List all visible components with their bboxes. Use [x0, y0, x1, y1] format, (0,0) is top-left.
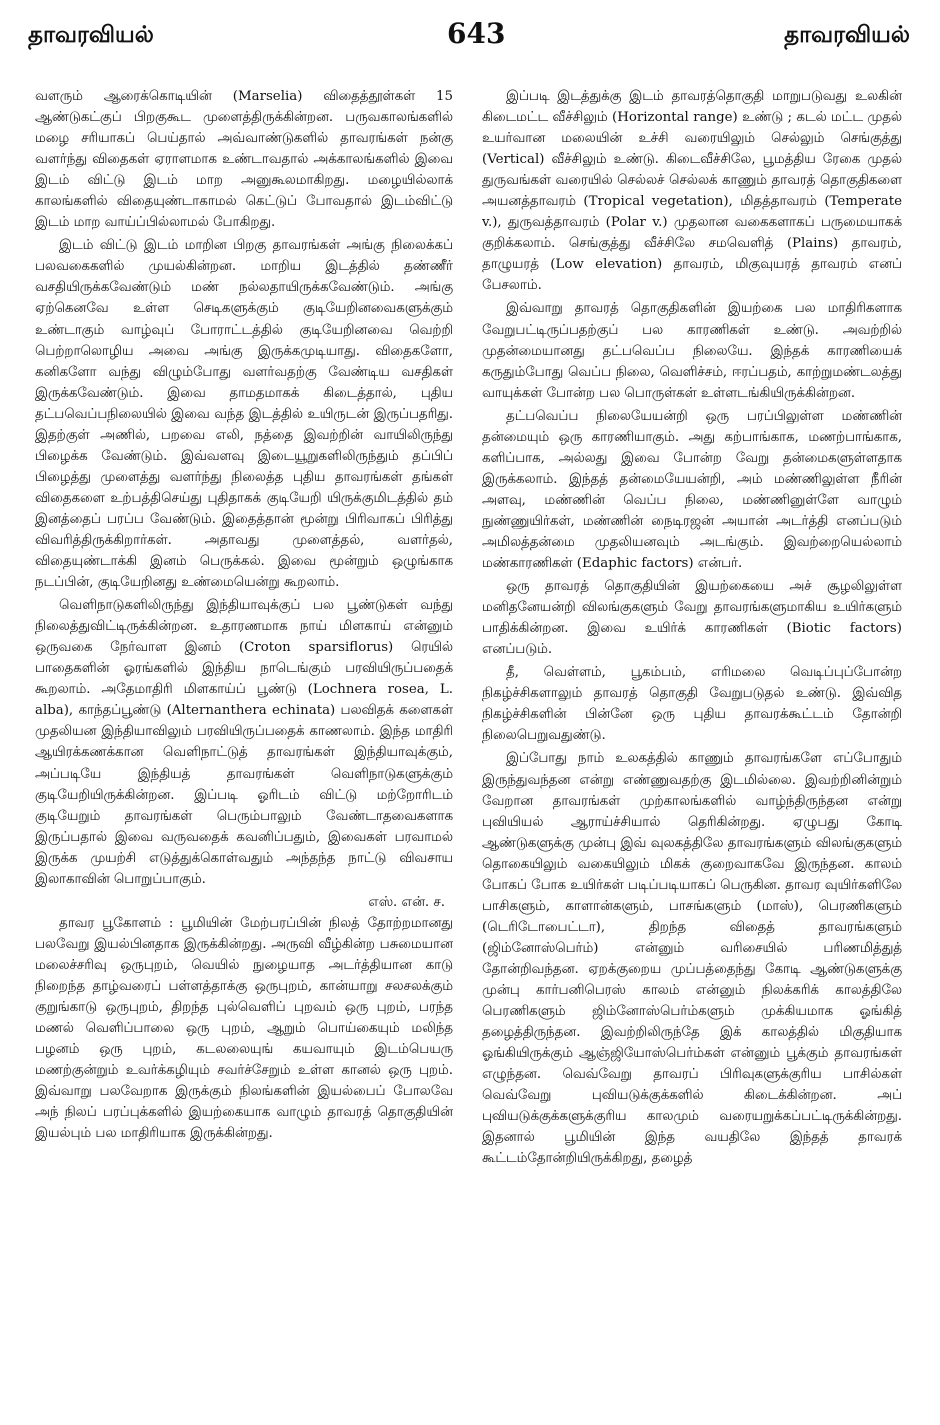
paragraph: இடம் விட்டு இடம் மாறின பிறகு தாவரங்கள் அங்கு நிலைக்கப் பலவகைகளில் முயல்கின்றன. மாறிய இடத்தில் தண்ணீர் வசதியிருக்கவேண்டும் மண் நல்லதாயிருக்கவேண்டும். அங்கு ஏற்கெனவே உள்ள செடிகளுக்கும் குடியேறினவைகளுக்கும் உண்டாகும் வாழ்வுப் போராட்டத்தில் குடியேறினவை வெற்றி பெற்றாலொழிய அவை அங்கு இருக்கமுடியாது. விதைகளோ, கனிகளோ வந்து விழும்போது வளர்வதற்கு வேண்டிய வசதிகள் இருக்கவேண்டும். இவை தாமதமாகக் கிடைத்தால், புதிய தட்பவெப்பநிலையில் இவை வந்த இடத்தில் உயிருடன் இருப்பதரிது. இதற்குள் அணில், பறவை எலி, நத்தை இவற்றின் வாயிலிருந்து பிழைக்க வேண்டும். இவ்வளவு இடையூறுகளிலிருந்தும் தப்பிப் பிழைத்து முளைத்து வளர்ந்து நிலைத்த புதிய தாவரங்கள் தங்கள் விதைகளை உற்பத்திசெய்து புதிதாகக் குடியேறி யிருக்குமிடத்தில் தம் இனத்தைப் பரப்ப வேண்டும். இதைத்தான் மூன்று பிரிவாகப் பிரித்து விவரித்திருக்கிறார்கள். அதாவது முளைத்தல், வளர்தல், விதையுண்டாக்கி இனம் பெருக்கல். இவை மூன்றும் ஒழுங்காக நடப்பின், குடியேறினது உண்மையென்று கூறலாம்.	[35, 238, 453, 591]
paragraph: தட்பவெப்ப நிலையேயன்றி ஒரு பரப்பிலுள்ள மண்ணின் தன்மையும் ஒரு காரணியாகும். அது கற்பாங்காக, மணற்பாங்காக, களிப்பாக, அல்லது இவை போன்ற வேறு தன்மைகளுள்ளதாக இருக்கலாம். இந்தத் தன்மையேயன்றி, அம் மண்ணிலுள்ள நீரின் அளவு, மண்ணின் வெப்ப நிலை, மண்ணினுள்ளே வாழும் நுண்ணுயிர்கள், மண்ணின் நைடிரஜன் அயான் அடர்த்தி எனப்படும் அமிலத்தன்மை முதலியனவும் அடங்கும். இவற்றையெல்லாம் மண்காரணிகள் (Edaphic factors) என்பர்.	[482, 408, 902, 572]
page-number: 643	[447, 17, 506, 50]
paragraph: இப்போது நாம் உலகத்தில் காணும் தாவரங்களே எப்போதும் இருந்துவந்தன என்று எண்ணுவதற்கு இடமில்லை. இவற்றினின்றும் வேறான தாவரங்கள் முற்காலங்களில் வாழ்ந்திருந்தன என்று புவியியல் ஆராய்ச்சியால் தெரிகின்றது. ஏழுபது கோடி ஆண்டுகளுக்கு முன்பு இவ் வுலகத்திலே தாவரங்களும் விலங்குகளும் தொகையிலும் வகையிலும் மிகக் குறைவாகவே இருந்தன. காலம் போகப் போக உயிர்கள் படிப்படியாகப் பெருகின. தாவர வுயிர்களிலே பாசிகளும், காளான்களும், பாசங்களும் (மாஸ்), பெரணிகளும் (டெரிடோபைட்டா), திறந்த விதைத் தாவரங்களும் (ஜிம்னோஸ்பெர்ம்) என்னும் வரிசையில் பரிணமித்துத் தோன்றிவந்தன. ஏறக்குறைய முப்பத்தைந்து கோடி ஆண்டுகளுக்கு முன்பு கார்பனிபெரஸ் காலம் என்னும் நிலக்கரிக் காலத்திலே பெரணிகளும் ஜிம்னோஸ்பெர்ம்களும் முக்கியமாக ஓங்கித் தழைத்திருந்தன. இவற்றிலிருந்தே இக் காலத்தில் மிகுதியாக ஓங்கியிருக்கும் ஆஞ்ஜியோஸ்பெர்ம்கள் என்னும் பூக்கும் தாவரங்கள் எழுந்தன. வெவ்வேறு தாவரப் பிரிவுகளுக்குரிய பாசில்கள் வெவ்வேறு புவியடுக்குக்களில் கிடைக்கின்றன. அப் புவியடுக்குக்களுக்குரிய காலமும் வரையறுக்கப்பட்டிருக்கின்றது. இதனால் பூமியின் இந்த வயதிலே இந்தத் தாவரக் கூட்டம்தோன்றியிருக்கிறது, தழைத்	[482, 751, 902, 1167]
paragraph: தாவர பூகோளம் : பூமியின் மேற்பரப்பின் நிலத் தோற்றமானது பலவேறு இயல்பினதாக இருக்கின்றது. அருவி வீழ்கின்ற பசுமையான மலைச்சரிவு ஒருபுறம், வெயில் நுழையாத அடர்த்தியான காடு நிறைந்த தாழ்வரைப் பள்ளத்தாக்கு ஒருபுறம், கான்யாறு சலசலக்கும் குறுங்காடு ஒருபுறம், திறந்த புல்வெளிப் புறவம் ஒரு புறம், பரந்த மணல் வெளிப்பாலை ஒரு புறம், ஆறும் பொய்கையும் மலிந்த பழனம் ஒரு புறம், கடலலையுங் கயவாயும் இடம்பெயரு மணற்குன்றும் உவர்க்கழியும் சவர்ச்சேறும் உள்ள கானல் ஒரு புறம். இவ்வாறு பலவேறாக இருக்கும் நிலங்களின் இயல்பைப் போலவே அந் நிலப் பரப்புக்களில் இயற்கையாக வாழும் தாவரத் தொகுதியின் இயல்பும் பல மாதிரியாக இருக்கின்றது.	[35, 915, 453, 1142]
paragraph: வளரும் ஆரைக்கொடியின் (Marselia) விதைத்தூள்கள் 15 ஆண்டுகட்குப் பிறகுகூட முளைத்திருக்கின்றன. பருவகாலங்களில் மழை சரியாகப் பெய்தால் அவ்வாண்டுகளில் தாவரங்கள் நன்கு வளர்ந்து விதைகள் ஏராளமாக உண்டாவதால் அக்காலங்களில் இவை இடம் விட்டு இடம் மாற அனுகூலமாகிறது. மழையில்லாக் காலங்களில் விதையுண்டாகாமல் கெட்டுப் போவதால் இடம்விட்டு இடம் மாற வாய்ப்பில்லாமல் போகிறது.	[35, 89, 453, 231]
paragraph: ஒரு தாவரத் தொகுதியின் இயற்கையை அச் சூழலிலுள்ள மனிதனேயன்றி விலங்குகளும் வேறு தாவரங்களுமாகிய உயிர்களும் பாதிக்கின்றன. இவை உயிர்க் காரணிகள் (Biotic factors) எனப்படும்.	[482, 579, 902, 658]
paragraph: தீ, வெள்ளம், பூகம்பம், எரிமலை வெடிப்புப்போன்ற நிகழ்ச்சிகளாலும் தாவரத் தொகுதி வேறுபடுதல் உண்டு. இவ்வித நிகழ்ச்சிகளின் பின்னே ஒரு புதிய தாவரக்கூட்டம் தோன்றி நிலைபெறுவதுண்டு.	[482, 665, 902, 744]
left-column	[35, 86, 453, 1414]
paragraph: இவ்வாறு தாவரத் தொகுதிகளின் இயற்கை பல மாதிரிகளாக வேறுபட்டிருப்பதற்குப் பல காரணிகள் உண்டு. அவற்றில் முதன்மையானது தட்பவெப்ப நிலையே. இந்தக் காரணியைக் கருதும்போது வெப்ப நிலை, வெளிச்சம், ஈரப்பதம், காற்றுமண்டலத்து வாயுக்கள் போன்ற பல பொருள்கள் உள்ளடங்கியிருக்கின்றன.	[482, 301, 902, 401]
author-signature: எஸ். என். ச.	[368, 894, 445, 910]
running-header-left: தாவரவியல்	[28, 21, 154, 48]
right-column	[482, 86, 902, 1414]
running-header-right: தாவரவியல்	[784, 21, 910, 48]
paragraph: வெளிநாடுகளிலிருந்து இந்தியாவுக்குப் பல பூண்டுகள் வந்து நிலைத்துவிட்டிருக்கின்றன. உதாரணமாக நாய் மிளகாய் என்னும் ஒருவகை நேர்வாள இனம் (Croton sparsiflorus) ரெயில் பாதைகளின் ஓரங்களில் இந்திய நாடெங்கும் பரவியிருப்பதைக் கூறலாம். அதேமாதிரி மிளகாய்ப் பூண்டு (Lochnera rosea, L. alba), காந்தப்பூண்டு (Alternanthera echinata) பலவிதக் களைகள் முதலியன இந்தியாவிலும் பரவியிருப்பதைக் காணலாம். இந்த மாதிரி ஆயிரக்கணக்கான வெளிநாட்டுத் தாவரங்கள் இந்தியாவுக்கும், அப்படியே இந்தியத் தாவரங்கள் வெளிநாடுகளுக்கும் குடியேறியிருக்கின்றன. இப்படி ஓரிடம் விட்டு மற்றோரிடம் குடியேறும் தாவரங்கள் பெரும்பாலும் வேண்டாதவைகளாக இருப்பதால் இவை வருவதைக் கவனிப்பதும், இவைகள் பரவாமல் இருக்க முயற்சி எடுத்துக்கொள்வதும் அந்தந்த நாட்டு விவசாய இலாகாவின் பொறுப்பாகும்.	[35, 598, 453, 887]
paragraph: இப்படி இடத்துக்கு இடம் தாவரத்தொகுதி மாறுபடுவது உலகின் கிடைமட்ட வீச்சிலும் (Horizontal range) உண்டு ; கடல் மட்ட முதல் உயர்வான மலையின் உச்சி வரையிலும் செல்லும் செங்குத்து (Vertical) வீச்சிலும் உண்டு. கிடைவீச்சிலே, பூமத்திய ரேகை முதல் துருவங்கள் வரையில் செல்லச் செல்லக் காணும் தாவரத் தொகுதிகளை அயனத்தாவரம் (Tropical vegetation), மிதத்தாவரம் (Temperate v.), துருவத்தாவரம் (Polar v.) முதலான வகைகளாகப் பருமையாகக் குறிக்கலாம். செங்குத்து வீச்சிலே சமவெளித் (Plains) தாவரம், தாழுயரத் (Low elevation) தாவரம், மிகுவுயரத் தாவரம் எனப் பேசலாம்.	[482, 89, 902, 294]
